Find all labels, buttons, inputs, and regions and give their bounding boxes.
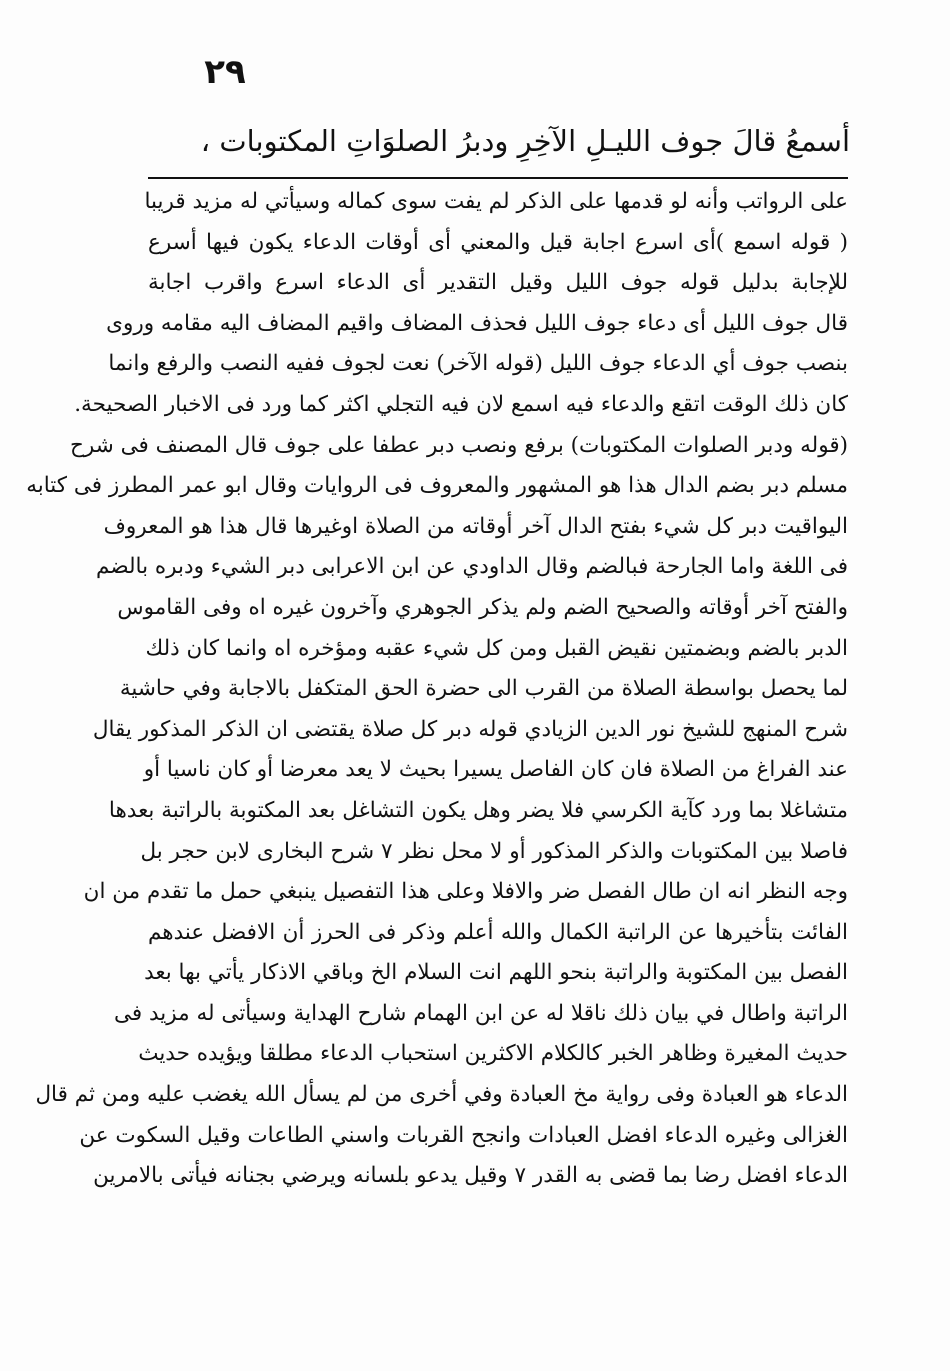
text-line: الراتبة واطال في بيان ذلك ناقلا له عن ابن الهمام شارح الهداية وسيأتى له مزيد فى [113, 1000, 848, 1026]
text-line: وجه النظر انه ان طال الفصل ضر والافلا وعلى هذا التفصيل ينبغي حمل ما تقدم من ان [83, 879, 848, 905]
text-line: متشاغلا بما ورد كآية الكرسي فلا يضر وهل يكون التشاغل بعد المكتوبة بالراتبة بعدها [108, 797, 848, 823]
text-line: الفصل بين المكتوبة والراتبة بنحو اللهم انت السلام الخ وباقي الاذكار يأتي بها بعد [144, 960, 848, 986]
text-line: بنصب جوف أي الدعاء جوف الليل (قوله الآخر) نعت لجوف ففيه النصب والرفع وانما [108, 351, 848, 377]
text-line: مسلم دبر بضم الدال هذا هو المشهور والمعروف فى الروايات وقال ابو عمر المطرز فى كتابه [26, 473, 848, 499]
text-line: اليواقيت دبر كل شيء بفتح الدال آخر أوقاته من الصلاة اوغيرها قال هذا هو المعروف [103, 513, 848, 539]
text-line: لما يحصل بواسطة الصلاة من القرب الى حضرة الحق المتكفل بالاجابة وفي حاشية [119, 676, 848, 702]
text-line: فاصلا بين المكتوبات والذكر المذكور أو لا محل نظر ٧ شرح البخارى لابن حجر بل [140, 838, 848, 864]
text-line: فى اللغة واما الجارحة فبالضم وقال الداودي عن ابن الاعرابى دبر الشيء ودبره بالضم [96, 554, 848, 580]
text-line: الفائت بتأخيرها عن الراتبة الكمال والله أعلم وذكر فى الحرز أن الافضل عندهم [148, 919, 848, 945]
text-line: على الرواتب وأنه لو قدمها على الذكر لم يفت سوى كماله وسيأتي له مزيد قريبا [144, 189, 848, 214]
text-line: الدعاء هو العبادة وفى رواية مخ العبادة وفي أخرى من لم يسأل الله يغضب عليه ومن ثم قال [35, 1082, 848, 1108]
text-line: كان ذلك الوقت اتقع والدعاء فيه اسمع لان فيه التجلي اكثر كما ورد فى الاخبار الصحيحة. [74, 391, 848, 417]
text-line: قال جوف الليل أى دعاء جوف الليل فحذف المضاف واقيم المضاف اليه مقامه وروى [106, 310, 848, 336]
commentary-body [26, 182, 848, 1197]
text-line: شرح المنهج للشيخ نور الدين الزيادي قوله دبر كل صلاة يقتضى ان الذكر المذكور يقال [92, 716, 848, 742]
text-line: حديث المغيرة وظاهر الخبر كالكلام الاكثرين استحباب الدعاء مطلقا ويؤيده حديث [138, 1041, 848, 1067]
text-line: عند الفراغ من الصلاة فان كان الفاصل يسيرا بحيث لا يعد معرضا أو كان ناسيا أو [143, 757, 848, 783]
page-number: ٢٩ [204, 52, 246, 92]
text-line: ( قوله اسمع )أى اسرع اجابة قيل والمعني أى أوقات الدعاء يكون فيها أسرع [148, 229, 848, 255]
header-divider [148, 177, 848, 179]
text-line: للإجابة بدليل قوله جوف الليل وقيل التقدير أى الدعاء اسرع واقرب اجابة [148, 270, 848, 296]
text-line: الغزالى وغيره الدعاء افضل العبادات وانجح القربات واسني الطاعات وقيل السكوت عن [79, 1122, 848, 1148]
text-line: الدعاء افضل رضا بما قضى به القدر ٧ وقيل يدعو بلسانه ويرضي بجنانه فيأتى بالامرين [93, 1163, 848, 1189]
text-line: الدبر بالضم وبضمتين نقيض القبل ومن كل شيء عقبه ومؤخره اه وانما كان ذلك [145, 635, 848, 661]
text-line: (قوله ودبر الصلوات المكتوبات) برفع ونصب دبر عطفا على جوف قال المصنف فى شرح [70, 432, 848, 458]
hadith-header-line: أسمعُ قالَ جوف الليـلِ الآخِرِ ودبرُ الصلوَاتِ المكتوبات ، [200, 124, 850, 158]
text-line: والفتح آخر أوقاته والصحيح الضم ولم يذكر الجوهري وآخرون غيره اه وفى القاموس [117, 594, 848, 620]
